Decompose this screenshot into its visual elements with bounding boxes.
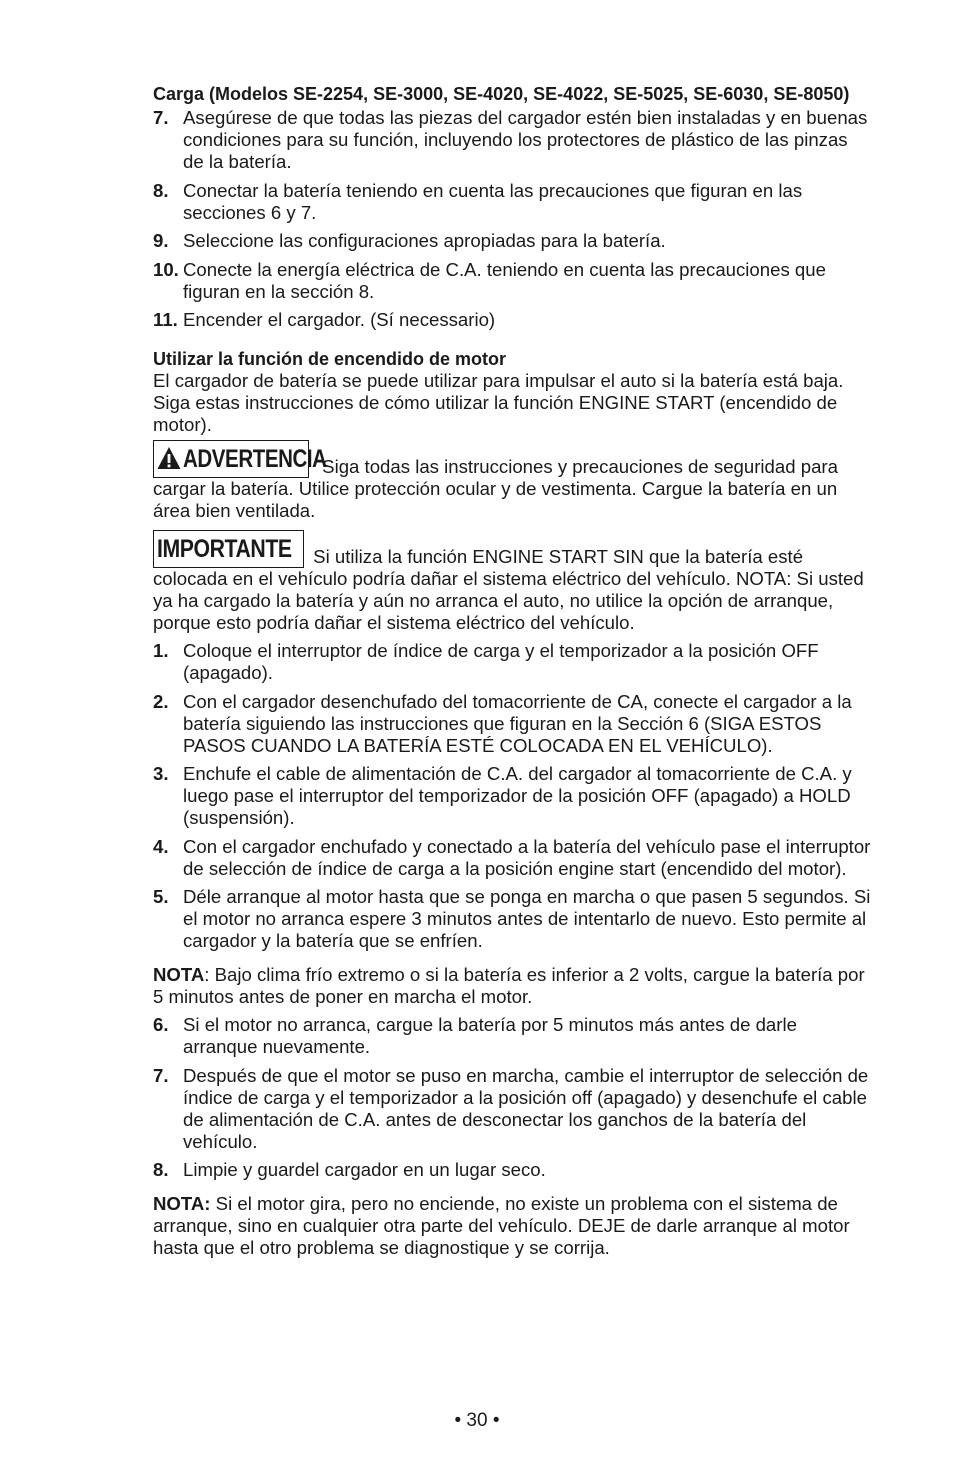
step-number: 8. xyxy=(153,179,169,201)
step-text: Después de que el motor se puso en marcha, cambie el interruptor de selección de índice de carga y el temporizador a la posición off (apagado) y desenchufe el cable de alimentación de C.A. antes de desconectar los ganchos de la batería del vehículo. xyxy=(183,1064,869,1152)
important-badge xyxy=(153,530,304,568)
note-label: NOTA: xyxy=(153,1193,211,1214)
note-text: : Bajo clima frío extremo o si la batería es inferior a 2 volts, cargue la batería por 5 minutos antes de poner en marcha el motor. xyxy=(153,964,865,1007)
charging-heading: Carga (Modelos SE-2254, SE-3000, SE-4020, SE-4022, SE-5025, SE-6030, SE-8050) xyxy=(153,84,850,104)
list-item xyxy=(153,259,873,303)
step-text: Coloque el interruptor de índice de carga y el temporizador a la posición OFF (apagado). xyxy=(183,640,819,683)
step-text: Asegúrese de que todas las piezas del cargador estén bien instaladas y en buenas condiciones para su función, incluyendo los protectores de plástico de las pinzas de la batería. xyxy=(183,107,868,172)
important-text: Si utiliza la función ENGINE START SIN que la batería esté colocada en el vehículo podría dañar el sistema eléctrico del vehículo. NOTA: Si usted ya ha cargado la batería y aún no arranca el auto, no utilice la opción de arranque, porque esto podría dañar el sistema eléctrico del vehículo. xyxy=(153,546,864,633)
step-text: Déle arranque al motor hasta que se ponga en marcha o que pasen 5 segundos. Si el motor no arranca espere 3 minutos antes de intentarlo de nuevo. Esto permite al cargador y la batería que se enfríen. xyxy=(183,886,871,951)
step-text: Conecte la energía eléctrica de C.A. teniendo en cuenta las precauciones que figuran en la sección 8. xyxy=(183,258,826,302)
step-number: 5. xyxy=(153,886,169,907)
list-item xyxy=(153,230,873,252)
list-item xyxy=(153,640,873,684)
engine-start-section xyxy=(153,349,873,1259)
warning-badge xyxy=(153,440,327,478)
warning-label: ADVERTENCIA xyxy=(183,445,327,473)
note-engine-cranks xyxy=(153,1193,873,1259)
list-item xyxy=(153,763,873,829)
step-text: Encender el cargador. (Sí necessario) xyxy=(183,309,496,330)
list-item xyxy=(153,886,873,952)
step-number: 1. xyxy=(153,640,169,661)
step-number: 4. xyxy=(153,835,169,857)
list-item xyxy=(153,309,873,331)
list-item xyxy=(153,107,873,173)
list-item xyxy=(153,1065,873,1153)
note-text: Si el motor gira, pero no enciende, no existe un problema con el sistema de arranque, sino en cualquier otra parte del vehículo. DEJE de darle arranque al motor hasta que el otro problema se diagnostique y se corrija. xyxy=(153,1193,850,1258)
list-item xyxy=(153,180,873,224)
warning-triangle-icon xyxy=(157,446,181,470)
step-number: 10. xyxy=(153,258,179,280)
step-text: Seleccione las configuraciones apropiadas para la batería. xyxy=(183,230,666,251)
note-label: NOTA xyxy=(153,964,205,985)
list-item xyxy=(153,1159,873,1181)
step-number: 2. xyxy=(153,690,169,712)
list-item xyxy=(153,691,873,757)
page-number: • 30 • xyxy=(454,1410,500,1431)
step-number: 6. xyxy=(153,1014,169,1035)
step-number: 7. xyxy=(153,107,169,128)
step-text: Conectar la batería teniendo en cuenta las precauciones que figuran en las secciones 6 y 7. xyxy=(183,179,803,223)
engine-start-steps xyxy=(153,640,873,952)
engine-start-steps-continued xyxy=(153,1014,873,1181)
note-cold-weather xyxy=(153,964,873,1008)
step-text: Si el motor no arranca, cargue la batería por 5 minutos más antes de darle arranque nuevamente. xyxy=(183,1014,797,1057)
step-number: 3. xyxy=(153,763,169,784)
step-number: 11. xyxy=(153,309,178,330)
charging-steps xyxy=(153,107,873,331)
step-text: Con el cargador enchufado y conectado a la batería del vehículo pase el interruptor de selección de índice de carga a la posición engine start (encendido del motor). xyxy=(183,835,871,879)
engine-start-intro: El cargador de batería se puede utilizar para impulsar el auto si la batería está baja. Siga estas instrucciones de cómo utilizar la función ENGINE START (encendido de motor). xyxy=(153,370,844,435)
list-item xyxy=(153,1014,873,1058)
important-label: IMPORTANTE xyxy=(157,535,292,563)
step-number: 9. xyxy=(153,230,169,251)
manual-page xyxy=(153,84,873,1265)
step-text: Limpie y guardel cargador en un lugar seco. xyxy=(183,1159,546,1180)
step-number: 7. xyxy=(153,1064,169,1086)
step-text: Enchufe el cable de alimentación de C.A. del cargador al tomacorriente de C.A. y luego pase el interruptor del temporizador de la posición OFF (apagado) a HOLD (suspensión). xyxy=(183,763,852,828)
list-item xyxy=(153,836,873,880)
warning-callout xyxy=(153,440,873,522)
step-number: 8. xyxy=(153,1159,169,1180)
engine-start-heading: Utilizar la función de encendido de motor xyxy=(153,349,507,369)
important-callout xyxy=(153,530,873,634)
step-text: Con el cargador desenchufado del tomacorriente de CA, conecte el cargador a la batería siguiendo las instrucciones que figuran en la Sección 6 (SIGA ESTOS PASOS CUANDO LA BATERÍA ESTÉ COLOCADA EN EL VEHÍCULO). xyxy=(183,690,852,756)
warning-text: Siga todas las instrucciones y precauciones de seguridad para cargar la batería. Utilice protección ocular y de vestimenta. Cargue la batería en un área bien ventilada. xyxy=(153,456,838,521)
